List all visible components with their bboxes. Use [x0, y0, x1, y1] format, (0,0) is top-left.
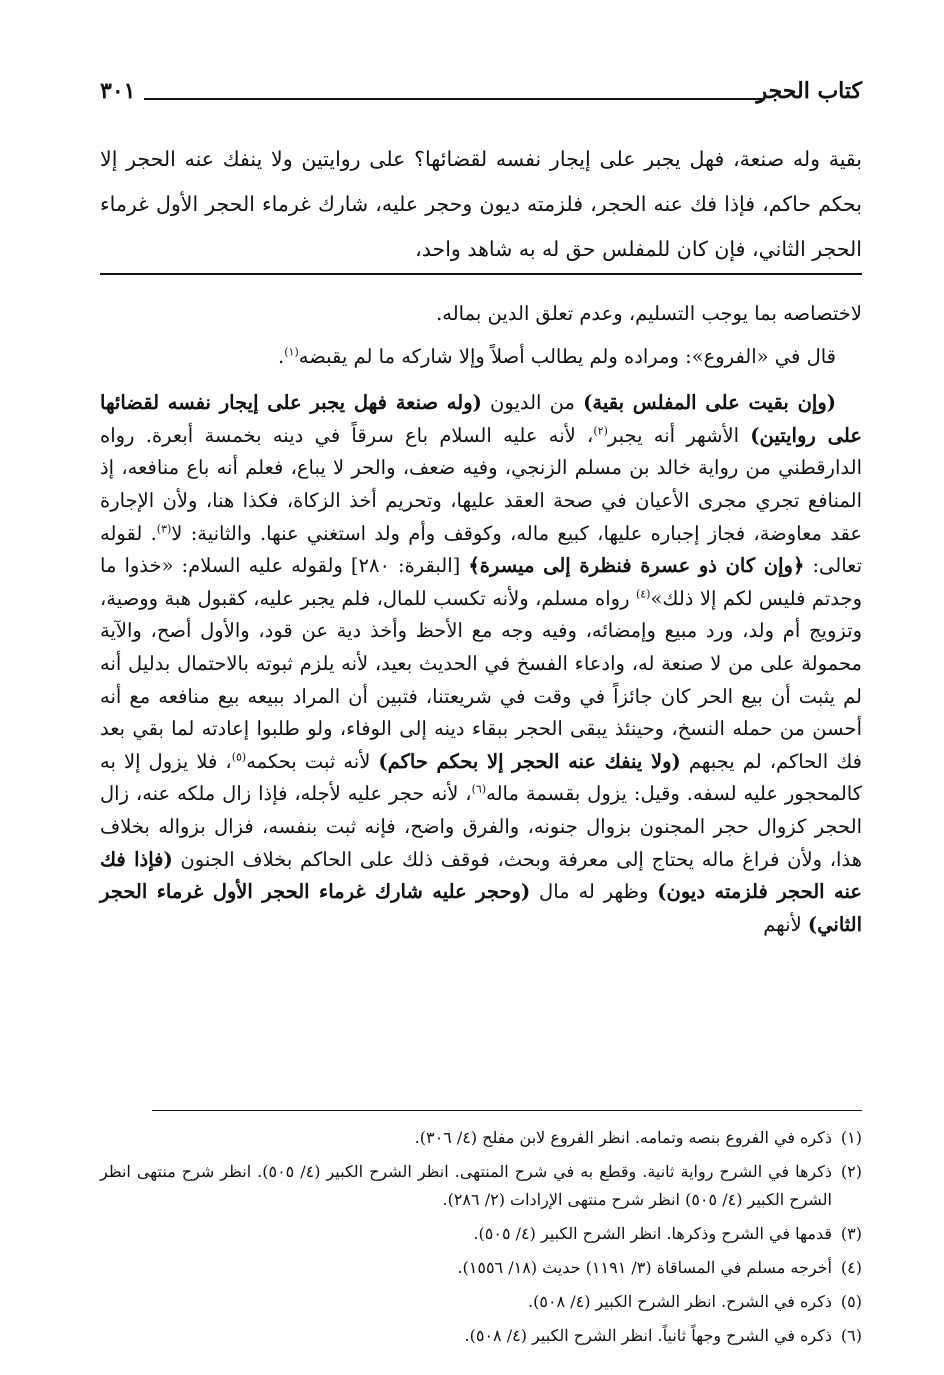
footnote	[100, 1158, 862, 1214]
footnote-text: ذكرها في الشرح رواية ثانية. وقطع به في شرح المنتهى. انظر الشرح الكبير (٤/ ٥٠٥). انظر شرح منتهى انظر الشرح الكبير (٤/ ٥٠٥) انظر شرح منتهى الإرادات (٢/ ٢٨٦).	[100, 1162, 833, 1209]
matn-paragraph: بقية وله صنعة، فهل يجبر على إيجار نفسه لقضائها؟ على روايتين ولا ينفك عنه الحجر إلا بحكم حاكم، فإذا فك عنه الحجر، فلزمته ديون وحجر عليه، شارك غرماء الحجر الأول غرماء الحجر الثاني، فإن كان للمفلس حق له به شاهد واحد،	[100, 147, 862, 261]
running-header	[100, 78, 862, 108]
footnote-number: (٢)	[840, 1162, 862, 1181]
matn-separator-rule	[100, 273, 862, 275]
footnote-ref-4: (٤)	[635, 587, 651, 601]
footnote-separator-rule	[152, 1110, 862, 1111]
commentary-text: ، فلا يزول إلا به كالمحجور عليه لسفه. وقيل: يزول بقسمة ماله	[100, 749, 862, 806]
matn-quote: (وله صنعة فهل يجبر على إيجار نفسه لقضائها على روايتين)	[100, 391, 862, 447]
book-page	[100, 0, 862, 1375]
sharh-paragraph-3	[100, 387, 862, 941]
matn-quote: (فإذا فك عنه الحجر فلزمته ديون)	[100, 847, 862, 904]
footnote	[100, 1254, 862, 1282]
quran-verse: ﴿وإن كان ذو عسرة فنظرة إلى ميسرة﴾	[468, 554, 805, 578]
matn-quote: (وإن بقيت على المفلس بقية)	[583, 391, 836, 415]
footnote-ref-1: (١)	[284, 345, 299, 359]
footnote-text: أخرجه مسلم في المساقاة (٣/ ١١٩١) حديث (١٨/ ١٥٥٦).	[457, 1258, 832, 1277]
footnote-ref-2: (٢)	[593, 424, 608, 438]
footnote-number: (٥)	[840, 1292, 862, 1311]
footnote-number: (١)	[840, 1128, 862, 1147]
matn-quote: (ولا ينفك عنه الحجر إلا بحكم حاكم)	[378, 749, 681, 773]
commentary-text: ، لأنه حجر عليه لأجله، فإذا زال ملكه عنه، زال الحجر كزوال حجر المجنون بزوال جنونه، والفرق واضح، فإنه ثبت بنفسه، فزال بزواله بخلاف هذا، ولأن فراغ ماله يحتاج إلى معرفة وبحث، فوقف ذلك على الحاكم بخلاف الجنون	[100, 782, 862, 871]
footnote-number: (٤)	[840, 1258, 862, 1277]
header-rule	[144, 98, 764, 100]
footnote-text: ذكره في الشرح وجهاً ثانياً. انظر الشرح الكبير (٤/ ٥٠٨).	[464, 1326, 832, 1345]
commentary-text: وظهر له مال	[530, 880, 658, 904]
footnote-ref-3: (٣)	[156, 522, 172, 536]
footnotes-block	[100, 1124, 862, 1356]
footnote-text: قدمها في الشرح وذكرها. انظر الشرح الكبير (٤/ ٥٠٥).	[473, 1224, 832, 1243]
footnote-text: ذكره في الفروع بنصه وتمامه. انظر الفروع لابن مفلح (٤/ ٣٠٦).	[414, 1128, 832, 1147]
sharh-paragraph-2	[100, 341, 862, 374]
commentary-text: ، لأنه عليه السلام باع سرقاً في دينه بخمسة أبعرة. رواه الدارقطني من رواية خالد بن مسلم الزنجي، وفيه ضعف، والحر لا يباع، فعلم أنه باع منافعه، إذ المنافع تجري مجرى الأعيان في صحة العقد عليها، وتحريم أخذ الزكاة، فكذا هنا، ولأن الإجارة عقد معاوضة، فجاز إجباره عليها، كبيع ماله، وكوقف وأم ولد استغني عنها. والثانية: لا	[100, 423, 862, 545]
chapter-title: كتاب الحجر	[756, 78, 862, 104]
footnote	[100, 1124, 862, 1152]
commentary-text: . لقوله تعالى:	[100, 521, 862, 578]
footnote	[100, 1288, 862, 1316]
commentary-text: [البقرة: ٢٨٠] ولقوله عليه السلام: «خذوا ما وجدتم فليس لكم إلا ذلك»	[100, 554, 862, 610]
footnote	[100, 1322, 862, 1350]
matn-text-block	[100, 137, 862, 272]
commentary-text: الأشهر أنه يجبر	[607, 423, 751, 447]
period: .	[278, 344, 285, 368]
footnote-number: (٣)	[840, 1224, 862, 1243]
commentary-text: لأنه ثبت بحكمه	[246, 749, 379, 773]
matn-quote: (وحجر عليه شارك غرماء الحجر الأول غرماء الحجر الثاني)	[100, 880, 862, 936]
furu-quote: قال في «الفروع»: ومراده ولم يطالب أصلاً وإلا شاركه ما لم يقبضه	[298, 344, 836, 368]
page-number: ٣٠١	[100, 78, 136, 104]
footnote-ref-6: (٦)	[471, 782, 487, 796]
footnote-number: (٦)	[840, 1326, 862, 1345]
commentary-text: من الديون	[481, 391, 584, 415]
footnote-text: ذكره في الشرح. انظر الشرح الكبير (٤/ ٥٠٨).	[528, 1292, 832, 1311]
sharh-paragraph-1: لاختصاصه بما يوجب التسليم، وعدم تعلق الدين بماله.	[436, 302, 862, 325]
footnote-ref-5: (٥)	[231, 750, 247, 764]
commentary-text: رواه مسلم، ولأنه تكسب للمال، فلم يجبر عليه، كقبول هبة ووصية، وتزويج أم ولد، ورد مبيع وإمضائه، وفيه وجه مع الأحظ وأخذ دية عن قود، والأول أصح، والآية محمولة على من لا صنعة له، وادعاء الفسخ في الحديث بعيد، لأنه يلزم ثبوته بالاحتمال بدليل أنه لم يثبت أن بيع الحر كان جائزاً في وقت في شريعتنا، فتبين أن المراد ببيعه بيع منافعه مع أنه أحسن من حمله النسخ، وحينئذ يبقى الحجر ببقاء دينه إلى الوفاء، ولو طلبوا إعادته لما بقي بعد فك الحاكم، لم يجبهم	[100, 586, 862, 773]
sharh-text-block	[100, 298, 862, 941]
commentary-text: لأنهم	[763, 912, 808, 936]
footnote	[100, 1220, 862, 1248]
